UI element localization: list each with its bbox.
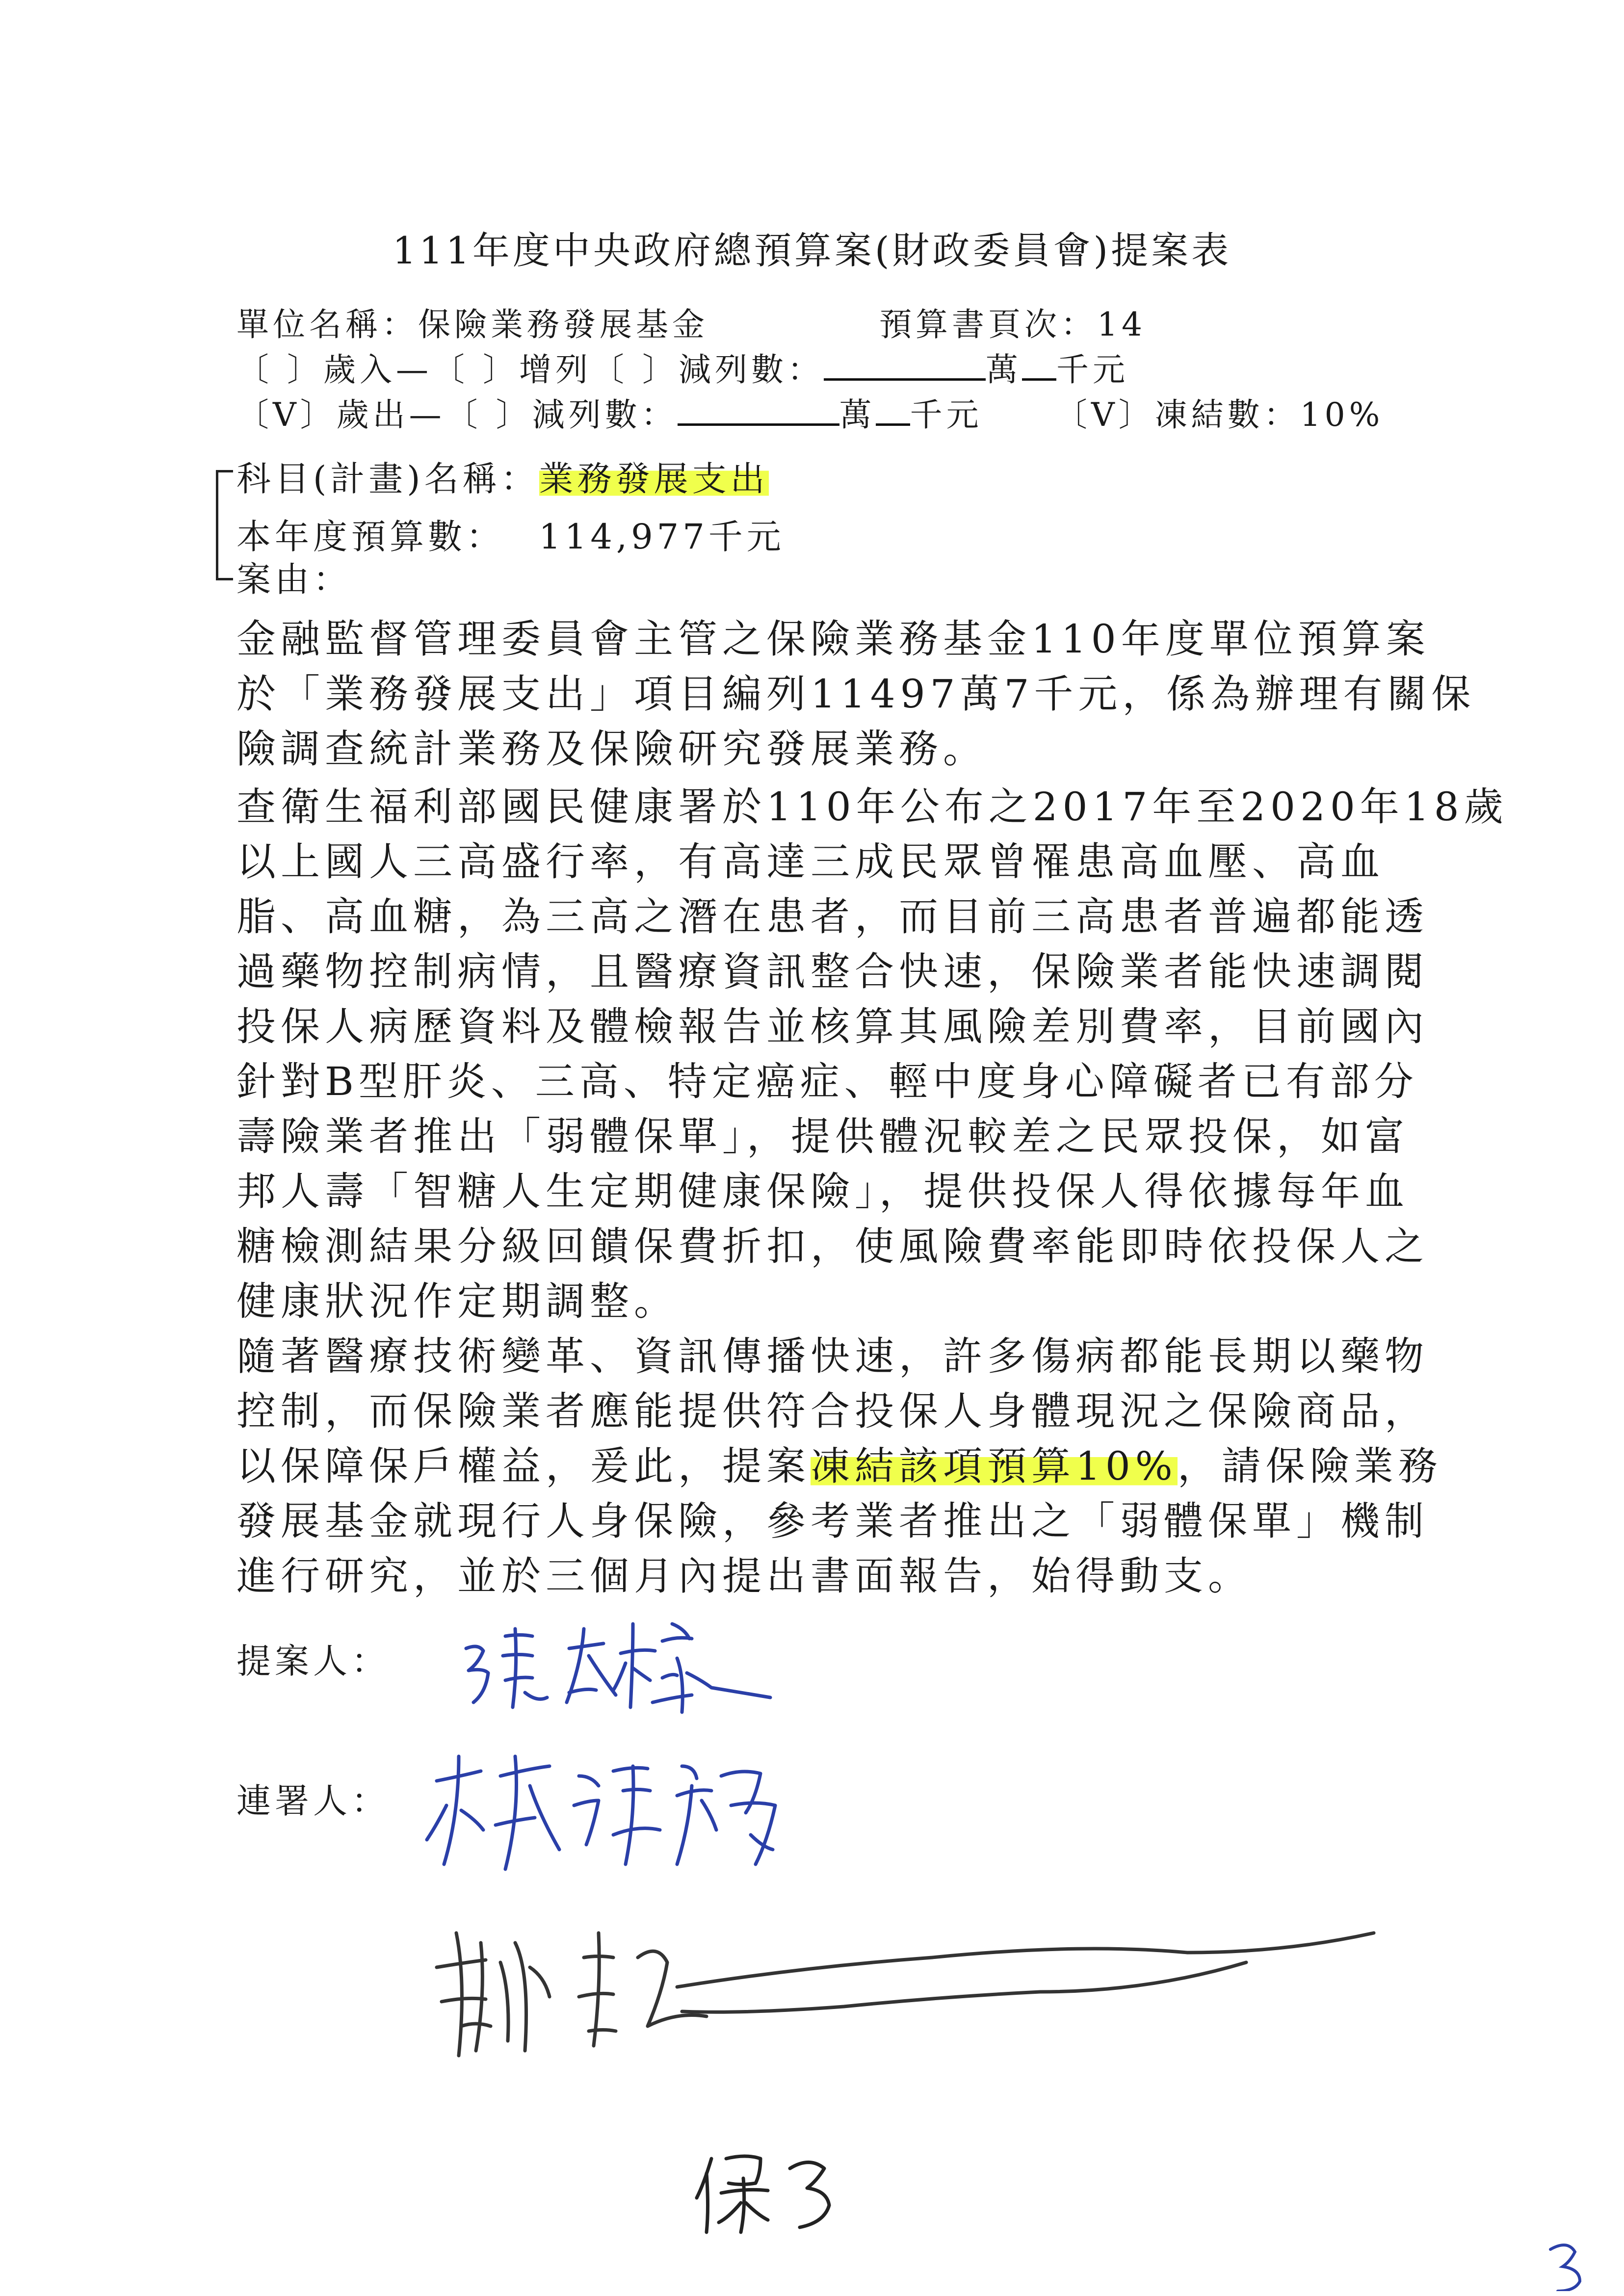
body-line: 過藥物控制病情，且醫療資訊整合快速，保險業者能快速調閱: [236, 949, 1429, 994]
body-line: 控制，而保險業者應能提供符合投保人身體現況之保險商品，: [236, 1388, 1429, 1434]
expense-wan-label: 萬: [839, 396, 876, 434]
expense-blank-wan: [678, 391, 839, 426]
handwritten-note: [692, 2139, 859, 2237]
body-line: 查衛生福利部國民健康署於110年公布之2017年至2020年18歲: [236, 784, 1508, 830]
reason-label: 案由：: [236, 559, 351, 600]
body-line: 壽險業者推出「弱體保單」，提供體況較差之民眾投保，如富: [236, 1114, 1409, 1159]
body-line: 金融監督管理委員會主管之保險業務基金110年度單位預算案: [236, 616, 1430, 662]
page-number: 預算書頁次：14: [879, 306, 1146, 343]
proposer-label: 提案人：: [236, 1641, 390, 1681]
form-title: 111年度中央政府總預算案(財政委員會)提案表: [392, 229, 1232, 272]
subject-value: 業務發展支出: [539, 459, 769, 499]
unit-name: 單位名稱：保險業務發展基金: [236, 306, 708, 343]
budget-value: 114,977千元: [539, 517, 785, 557]
body-line: 進行研究，並於三個月內提出書面報告，始得動支。: [236, 1553, 1252, 1599]
body-line: 投保人病歷資料及體檢報告並核算其風險差別費率，目前國內: [236, 1004, 1429, 1049]
income-row: [236, 343, 1129, 390]
subject-label: 科目(計畫)名稱：: [236, 459, 539, 499]
body-line: 脂、高血糖，為三高之潛在患者，而目前三高患者普遍都能透: [236, 894, 1429, 939]
income-wan-label: 萬: [985, 351, 1022, 389]
budget-label: 本年度預算數：: [236, 517, 504, 557]
body-line: 以上國人三高盛行率，有高達三成民眾曾罹患高血壓、高血: [236, 839, 1385, 885]
cosigner-signature-2: [422, 1904, 1403, 2090]
income-row-text: 〔 〕歲入—〔 〕增列〔 〕減列數：: [236, 351, 824, 389]
income-blank-wan: [824, 346, 986, 381]
budget-row: [236, 509, 785, 559]
proposer-signature: [456, 1594, 800, 1732]
body-line: 健康狀況作定期調整。: [236, 1278, 678, 1324]
body-line-16-pre: 以保障保戶權益，爰此，提案: [236, 1443, 811, 1489]
body-line: 針對B型肝炎、三高、特定癌症、輕中度身心障礙者已有部分: [236, 1059, 1418, 1104]
income-thousand-label: 千元: [1056, 351, 1129, 389]
cosigner-signature-1: [417, 1737, 839, 1894]
body-line: 糖檢測結果分級回饋保費折扣，使風險費率能即時依投保人之: [236, 1224, 1429, 1269]
expense-thousand-label: 千元: [910, 396, 983, 434]
left-bracket: [216, 470, 233, 580]
body-line-highlighted: [236, 1435, 1442, 1491]
body-line: 發展基金就現行人身保險，參考業者推出之「弱體保單」機制: [236, 1498, 1429, 1544]
body-line: 邦人壽「智糖人生定期健康保險」，提供投保人得依據每年血: [236, 1169, 1409, 1214]
body-line: 於「業務發展支出」項目編列11497萬7千元，係為辦理有關保: [236, 671, 1476, 717]
income-blank-thousand: [1022, 346, 1056, 381]
expense-row-text: 〔V〕歲出—〔 〕減列數：: [236, 396, 678, 434]
expense-blank-thousand: [876, 391, 910, 426]
subject-row: [236, 451, 769, 501]
body-line-16-post: ，請保險業務: [1177, 1443, 1442, 1489]
freeze-amount: 〔V〕凍結數：10%: [1055, 396, 1384, 434]
body-line: 隨著醫療技術變革、資訊傳播快速，許多傷病都能長期以藥物: [236, 1333, 1429, 1379]
cosigner-label: 連署人：: [236, 1781, 390, 1821]
expense-row: [236, 389, 983, 435]
page-mark: [1541, 2237, 1590, 2291]
freeze-highlight: 凍結該項預算10%: [811, 1443, 1178, 1489]
body-line: 險調查統計業務及保險研究發展業務。: [236, 726, 987, 772]
